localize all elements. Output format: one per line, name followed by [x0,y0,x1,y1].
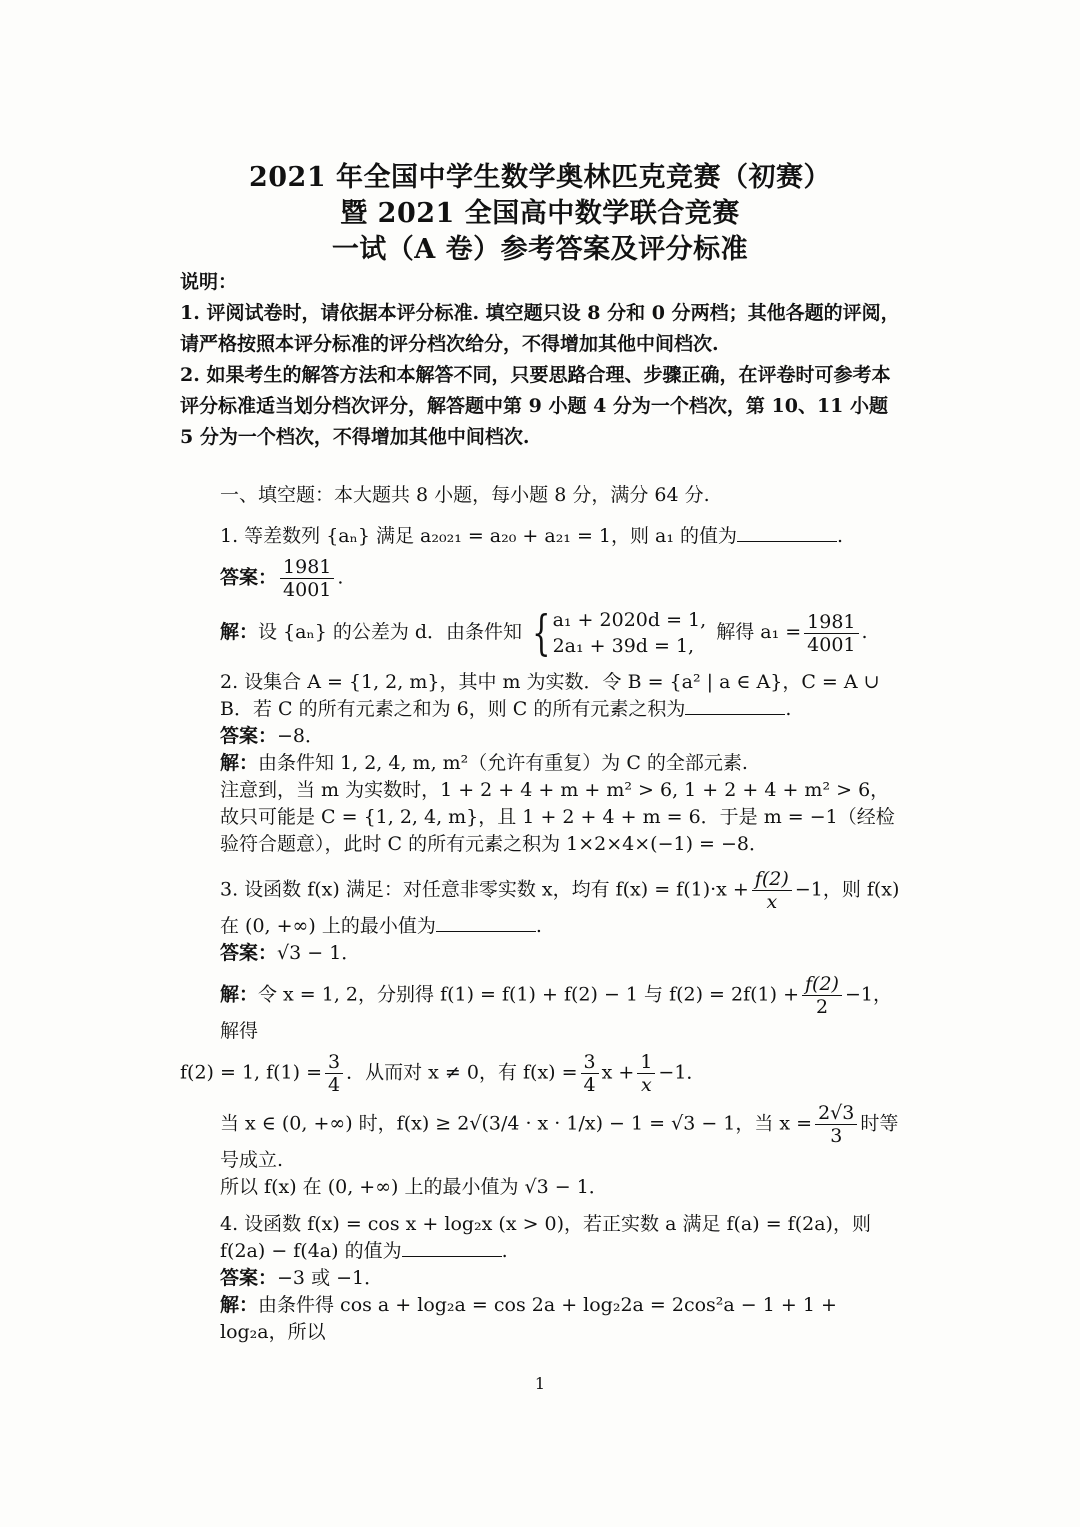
title-line-2: 暨 2021 全国高中数学联合竞赛 [340,198,740,229]
equation-system: { a₁ + 2020d = 1, 2a₁ + 39d = 1, [532,605,707,661]
question-2: 2. 设集合 A = {1, 2, m}，其中 m 为实数．令 B = {a² | a ∈ A}，C = A ∪ B．若 C 的所有元素之和为 6，则 C 的所有元素之积为 . [220,671,880,720]
question-4-solution: 解：由条件得 cos a + log₂a = cos 2a + log₂2a = 2cos²a − 1 + 1 + log₂a，所以 [220,1294,837,1343]
instructions [180,267,900,453]
solution-label: 解： [220,1294,259,1316]
answer-label: 答案： [220,942,278,964]
question-3: 3. 设函数 f(x) 满足：对任意非零实数 x，均有 f(x) = f(1)·x + $\frac{f(2)}{x}$ −1，则 f(x) 在 (0, +∞) 上的最小值为 . [220,868,900,937]
answer-label: 答案： [220,566,278,589]
instruction-item-2: 2. 如果考生的解答方法和本解答不同，只要思路合理、步骤正确，在评卷时可参考本评分标准适当划分档次评分，解答题中第 9 小题 4 分为一个档次，第 10、11 小题 5 分为一个档次，不得增加其他中间档次. [180,364,891,448]
solution-label: 解： [220,752,259,774]
question-1-solution: 解：设 {aₙ} 的公差为 d．由条件知 { a₁ + 2020d = 1, 2a₁ + 39d = 1, 解得 a₁ = $\frac{1981}{4001}$ . [220,605,868,661]
instruction-item-1: 1. 评阅试卷时，请依据本评分标准. 填空题只设 8 分和 0 分两档；其他各题的评阅，请严格按照本评分标准的评分档次给分，不得增加其他中间档次. [180,302,900,355]
page-number: 1 [534,1374,546,1393]
question-2-answer: 答案：−8． [220,725,325,747]
question-3-conclusion: 所以 f(x) 在 (0, +∞) 上的最小值为 √3 − 1． [220,1176,608,1198]
question-3-solution-line-2: f(2) = 1, f(1) = $\frac{3}{4}$ ．从而对 x ≠ 0，有 f(x) = $\frac{3}{4}$ x + $\frac{1}{x}$ −1． [180,1051,706,1096]
answer-blank [685,696,785,715]
solution-label: 解： [220,621,259,643]
question-3-solution: 解：令 x = 1, 2，分别得 f(1) = f(1) + f(2) − 1 与 f(2) = 2f(1) + $\frac{f(2)}{2}$ −1，解得 [220,973,892,1042]
answer-label: 答案： [220,1267,278,1289]
answer-blank [737,523,837,542]
question-2-solution: 解：由条件知 1, 2, 4, m, m²（允许有重复）为 C 的全部元素. [220,752,748,774]
question-2-text: 2. 设集合 A = {1, 2, m}，其中 m 为实数．令 B = {a² | a ∈ A}，C = A ∪ B．若 C 的所有元素之和为 6，则 C 的所有元素之积为 [220,671,880,720]
answer-blank [436,913,536,932]
question-1: 1. 等差数列 {aₙ} 满足 a₂₀₂₁ = a₂₀ + a₂₁ = 1，则 a₁ 的值为 . [220,525,844,547]
question-4: 4. 设函数 f(x) = cos x + log₂x (x > 0)，若正实数 a 满足 f(a) = f(2a)，则 f(2a) − f(4a) 的值为 . [220,1213,871,1262]
solution-fraction: $\frac{1981}{4001}$ [804,611,858,656]
title-block [0,160,1080,268]
answer-blank [402,1238,502,1257]
question-4-answer: 答案：−3 或 −1． [220,1267,384,1289]
answers-body [180,482,900,1346]
question-3-answer: 答案：√3 − 1． [220,942,361,964]
section-heading: 一、填空题：本大题共 8 小题，每小题 8 分，满分 64 分. [220,484,710,506]
answer-fraction: $\frac{1981}{4001}$ [280,556,334,601]
answer-label: 答案： [220,725,278,747]
question-1-answer: 答案： $\frac{1981}{4001}$ . [220,556,344,601]
solution-label: 解： [220,983,259,1006]
question-2-solution-detail: 注意到，当 m 为实数时，1 + 2 + 4 + m + m² > 6, 1 + 2 + 4 + m² > 6，故只可能是 C = {1, 2, 4, m}，且 1 + 2 + 4 + m = 6．于是 m = −1（经检验符合题意），此时 C 的所有元素之积为 1×2×4×(−1) = −8． [220,779,895,855]
instructions-heading: 说明： [180,271,238,293]
question-1-text: 1. 等差数列 {aₙ} 满足 a₂₀₂₁ = a₂₀ + a₂₁ = 1，则 a₁ 的值为 [220,525,738,547]
title-line-3: 一试（A 卷）参考答案及评分标准 [331,234,749,265]
question-4-text: 4. 设函数 f(x) = cos x + log₂x (x > 0)，若正实数 a 满足 f(a) = f(2a)，则 f(2a) − f(4a) 的值为 [220,1213,871,1262]
title-line-1: 2021 年全国中学生数学奥林匹克竞赛（初赛） [248,162,832,193]
question-3-solution-line-3: 当 x ∈ (0, +∞) 时，f(x) ≥ 2√(3/4 · x · 1/x) − 1 = √3 − 1，当 x = $\frac{2√3}{3}$ 时等号成立. [220,1102,899,1171]
